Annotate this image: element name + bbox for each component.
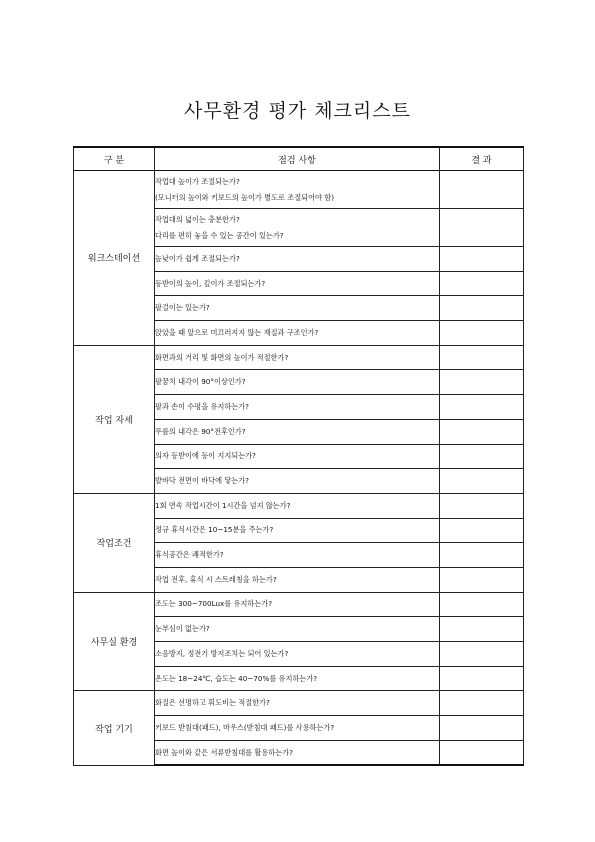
result-cell[interactable]: [440, 567, 524, 592]
result-cell[interactable]: [440, 370, 524, 395]
check-item-text: 앉았을 때 앞으로 미끄러지지 않는 재질과 구조인가?: [155, 327, 319, 337]
check-item-cell: [155, 321, 440, 346]
check-item-text: 휴식공간은 쾌적한가?: [155, 550, 224, 560]
check-item-cell: [155, 370, 440, 395]
table-row: [74, 345, 524, 370]
result-cell[interactable]: [440, 444, 524, 469]
result-cell[interactable]: [440, 469, 524, 494]
result-cell[interactable]: [440, 321, 524, 346]
category-cell: 작업조건: [74, 493, 155, 592]
check-item-text: 정규 휴식시간은 10~15분을 주는가?: [155, 525, 274, 535]
check-item-cell: [155, 617, 440, 642]
check-item-cell: [155, 271, 440, 296]
check-item-cell: [155, 716, 440, 741]
header-check-items: 점검 사항: [155, 147, 440, 171]
check-item-cell: [155, 419, 440, 444]
check-item-text: 조도는 300~700Lux를 유지하는가?: [155, 599, 273, 609]
check-item-cell: [155, 518, 440, 543]
check-item-text: 높낮이가 쉽게 조절되는가?: [155, 253, 240, 263]
result-cell[interactable]: [440, 395, 524, 420]
result-cell[interactable]: [440, 666, 524, 691]
check-item-text: 팔과 손이 수평을 유지하는가?: [155, 401, 249, 411]
check-item-text: 등받이의 높이, 깊이가 조절되는가?: [155, 278, 266, 288]
table-row: [74, 691, 524, 716]
check-item-cell: [155, 740, 440, 765]
result-cell[interactable]: [440, 171, 524, 209]
check-item-text: 1회 연속 작업시간이 1시간을 넘지 않는가?: [155, 500, 291, 510]
check-item-cell: [155, 691, 440, 716]
result-cell[interactable]: [440, 716, 524, 741]
check-item-text: (모니터의 높이와 키보드의 높이가 별도로 조절되어야 함): [155, 192, 335, 202]
check-item-text: 화질은 선명하고 휘도비는 적절한가?: [155, 698, 270, 708]
check-item-cell: [155, 493, 440, 518]
category-cell: 워크스테이션: [74, 171, 155, 346]
result-cell[interactable]: [440, 543, 524, 568]
result-cell[interactable]: [440, 209, 524, 247]
check-item-text: 발바닥 전면이 바닥에 닿는가?: [155, 476, 249, 486]
check-item-text: 눈부심이 없는가?: [155, 624, 210, 634]
check-item-text: 의자 등받이에 등이 지지되는가?: [155, 451, 256, 461]
check-item-cell: [155, 592, 440, 617]
result-cell[interactable]: [440, 247, 524, 272]
check-item-cell: [155, 543, 440, 568]
check-item-cell: [155, 171, 440, 209]
check-item-text: 소음방지, 정전기 방지조치는 되어 있는가?: [155, 648, 289, 658]
check-item-cell: [155, 444, 440, 469]
table-row: [74, 493, 524, 518]
check-item-text: 작업 전후, 휴식 시 스트레칭을 하는가?: [155, 574, 277, 584]
check-item-text: 화면 높이와 같은 서류받침대를 활용하는가?: [155, 747, 293, 757]
check-item-cell: [155, 469, 440, 494]
result-cell[interactable]: [440, 691, 524, 716]
page-title: 사무환경 평가 체크리스트: [184, 100, 411, 122]
table-row: [74, 592, 524, 617]
checklist-table: [73, 146, 524, 766]
result-cell[interactable]: [440, 271, 524, 296]
result-cell[interactable]: [440, 493, 524, 518]
result-cell[interactable]: [440, 592, 524, 617]
check-item-text: 팔꿈치 내각이 90°이상인가?: [155, 377, 246, 387]
table-row: [74, 171, 524, 209]
check-item-cell: [155, 395, 440, 420]
check-item-text: 키보드 받침대(패드), 마우스(받침대 패드)를 사용하는가?: [155, 722, 335, 732]
category-cell: 작업 기기: [74, 691, 155, 766]
header-result: 결 과: [440, 147, 524, 171]
check-item-cell: [155, 247, 440, 272]
result-cell[interactable]: [440, 419, 524, 444]
check-item-cell: [155, 345, 440, 370]
check-item-cell: [155, 642, 440, 667]
table-header-row: [74, 147, 524, 171]
check-item-text: 무릎의 내각은 90°전후인가?: [155, 426, 246, 436]
header-category: 구 분: [74, 147, 155, 171]
check-item-cell: [155, 296, 440, 321]
check-item-cell: [155, 209, 440, 247]
check-item-text: 온도는 18~24℃, 습도는 40~70%를 유지하는가?: [155, 673, 318, 683]
result-cell[interactable]: [440, 296, 524, 321]
check-item-text: 작업대의 넓이는 충분한가?: [155, 214, 240, 224]
category-cell: 사무실 환경: [74, 592, 155, 691]
checklist-body: [74, 171, 524, 766]
check-item-text: 팔걸이는 있는가?: [155, 303, 210, 313]
check-item-cell: [155, 666, 440, 691]
category-cell: 작업 자세: [74, 345, 155, 493]
check-item-text: 작업대 높이가 조절되는가?: [155, 176, 240, 186]
result-cell[interactable]: [440, 518, 524, 543]
result-cell[interactable]: [440, 345, 524, 370]
check-item-text: 다리를 편히 놓을 수 있는 공간이 있는가?: [155, 230, 284, 240]
check-item-cell: [155, 567, 440, 592]
result-cell[interactable]: [440, 642, 524, 667]
check-item-text: 화면과의 거리 및 화면의 높이가 적절한가?: [155, 352, 289, 362]
result-cell[interactable]: [440, 740, 524, 765]
result-cell[interactable]: [440, 617, 524, 642]
